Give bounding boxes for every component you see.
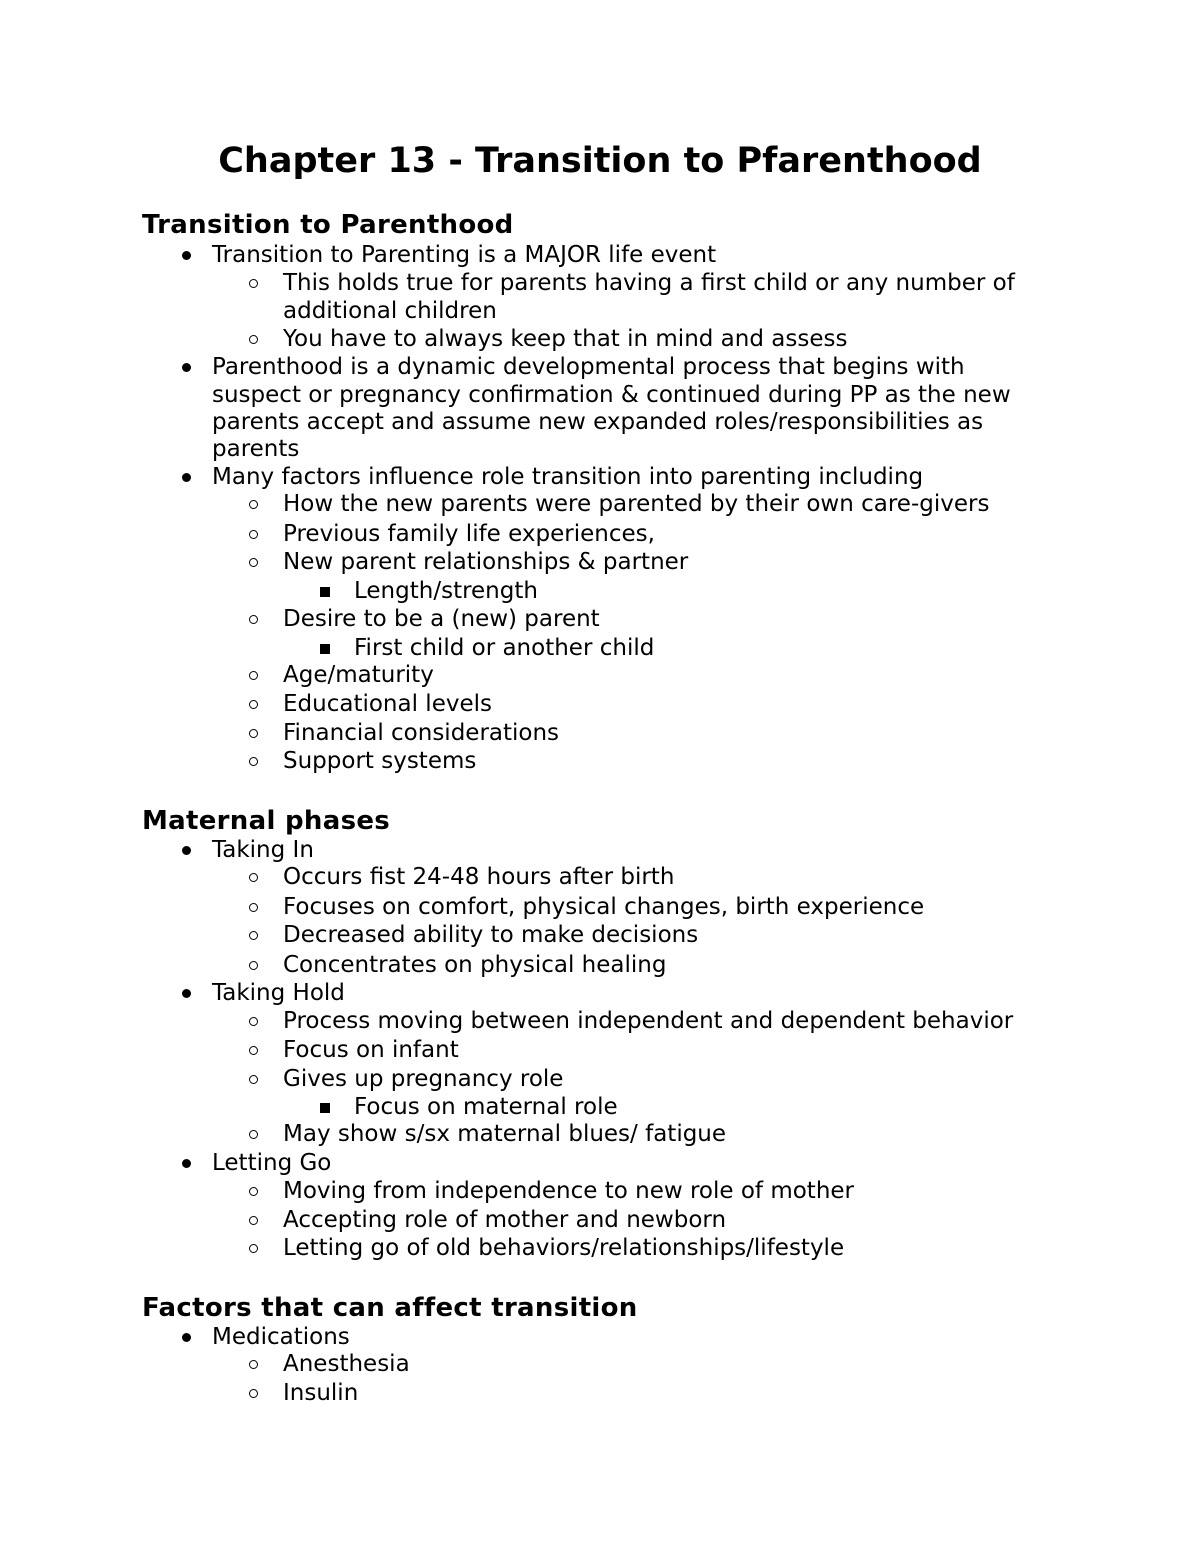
list-item-continuation: parents accept and assume new expanded roles/responsibilities as (212, 409, 984, 435)
bullet-circle (249, 729, 258, 738)
bullet-dot (182, 473, 191, 482)
list-item: Focus on infant (283, 1037, 459, 1063)
bullet-circle (249, 1046, 258, 1055)
list-item: Transition to Parenting is a MAJOR life event (212, 242, 717, 268)
bullet-dot (182, 251, 191, 260)
list-item: Anesthesia (283, 1351, 410, 1377)
list-item: Financial considerations (283, 720, 560, 746)
list-item: First child or another child (354, 635, 655, 661)
list-item: Focuses on comfort, physical changes, birth experience (283, 894, 925, 920)
list-item-continuation: suspect or pregnancy confirmation & continued during PP as the new (212, 382, 1011, 408)
section-heading: Maternal phases (142, 806, 391, 836)
bullet-dot (182, 1159, 191, 1168)
bullet-circle (249, 335, 258, 344)
bullet-square (320, 644, 330, 654)
bullet-circle (249, 558, 258, 567)
bullet-circle (249, 1017, 258, 1026)
bullet-circle (249, 1360, 258, 1369)
list-item: Accepting role of mother and newborn (283, 1207, 727, 1233)
bullet-circle (249, 279, 258, 288)
list-item: You have to always keep that in mind and assess (283, 326, 848, 352)
bullet-square (320, 587, 330, 597)
list-item: Length/strength (354, 578, 538, 604)
list-item: Many factors influence role transition into parenting including (212, 464, 924, 490)
bullet-circle (249, 1244, 258, 1253)
list-item: How the new parents were parented by their own care-givers (283, 491, 990, 517)
list-item: Moving from independence to new role of mother (283, 1178, 855, 1204)
bullet-circle (249, 1389, 258, 1398)
bullet-circle (249, 530, 258, 539)
list-item: Decreased ability to make decisions (283, 922, 699, 948)
list-item: Occurs fist 24-48 hours after birth (283, 864, 675, 890)
bullet-dot (182, 846, 191, 855)
bullet-circle (249, 873, 258, 882)
bullet-circle (249, 961, 258, 970)
bullet-square (320, 1103, 330, 1113)
list-item: Concentrates on physical healing (283, 952, 667, 978)
list-item: Previous family life experiences, (283, 521, 655, 547)
bullet-circle (249, 671, 258, 680)
list-item: Taking Hold (212, 980, 345, 1006)
section-heading: Transition to Parenthood (142, 210, 514, 240)
list-item: New parent relationships & partner (283, 549, 689, 575)
list-item: Desire to be a (new) parent (283, 606, 600, 632)
list-item: Support systems (283, 748, 477, 774)
list-item: This holds true for parents having a first child or any number of (283, 270, 1015, 296)
list-item: Taking In (212, 837, 314, 863)
list-item-continuation: additional children (283, 298, 497, 324)
bullet-circle (249, 1216, 258, 1225)
section-heading: Factors that can affect transition (142, 1293, 638, 1323)
bullet-circle (249, 931, 258, 940)
list-item: Process moving between independent and dependent behavior (283, 1008, 1014, 1034)
bullet-circle (249, 903, 258, 912)
list-item: Parenthood is a dynamic developmental process that begins with (212, 354, 965, 380)
list-item: Insulin (283, 1380, 359, 1406)
bullet-circle (249, 500, 258, 509)
list-item: Medications (212, 1324, 350, 1350)
list-item: Letting Go (212, 1150, 332, 1176)
bullet-circle (249, 1130, 258, 1139)
bullet-dot (182, 1333, 191, 1342)
list-item-continuation: parents (212, 436, 300, 462)
bullet-circle (249, 700, 258, 709)
list-item: Age/maturity (283, 662, 434, 688)
bullet-circle (249, 1187, 258, 1196)
list-item: Gives up pregnancy role (283, 1066, 564, 1092)
list-item: May show s/sx maternal blues/ fatigue (283, 1121, 727, 1147)
bullet-circle (249, 1075, 258, 1084)
document-title: Chapter 13 - Transition to Pfarenthood (218, 141, 982, 181)
bullet-dot (182, 363, 191, 372)
bullet-circle (249, 615, 258, 624)
bullet-dot (182, 989, 191, 998)
list-item: Letting go of old behaviors/relationships/lifestyle (283, 1235, 845, 1261)
bullet-circle (249, 757, 258, 766)
list-item: Focus on maternal role (354, 1094, 618, 1120)
list-item: Educational levels (283, 691, 492, 717)
